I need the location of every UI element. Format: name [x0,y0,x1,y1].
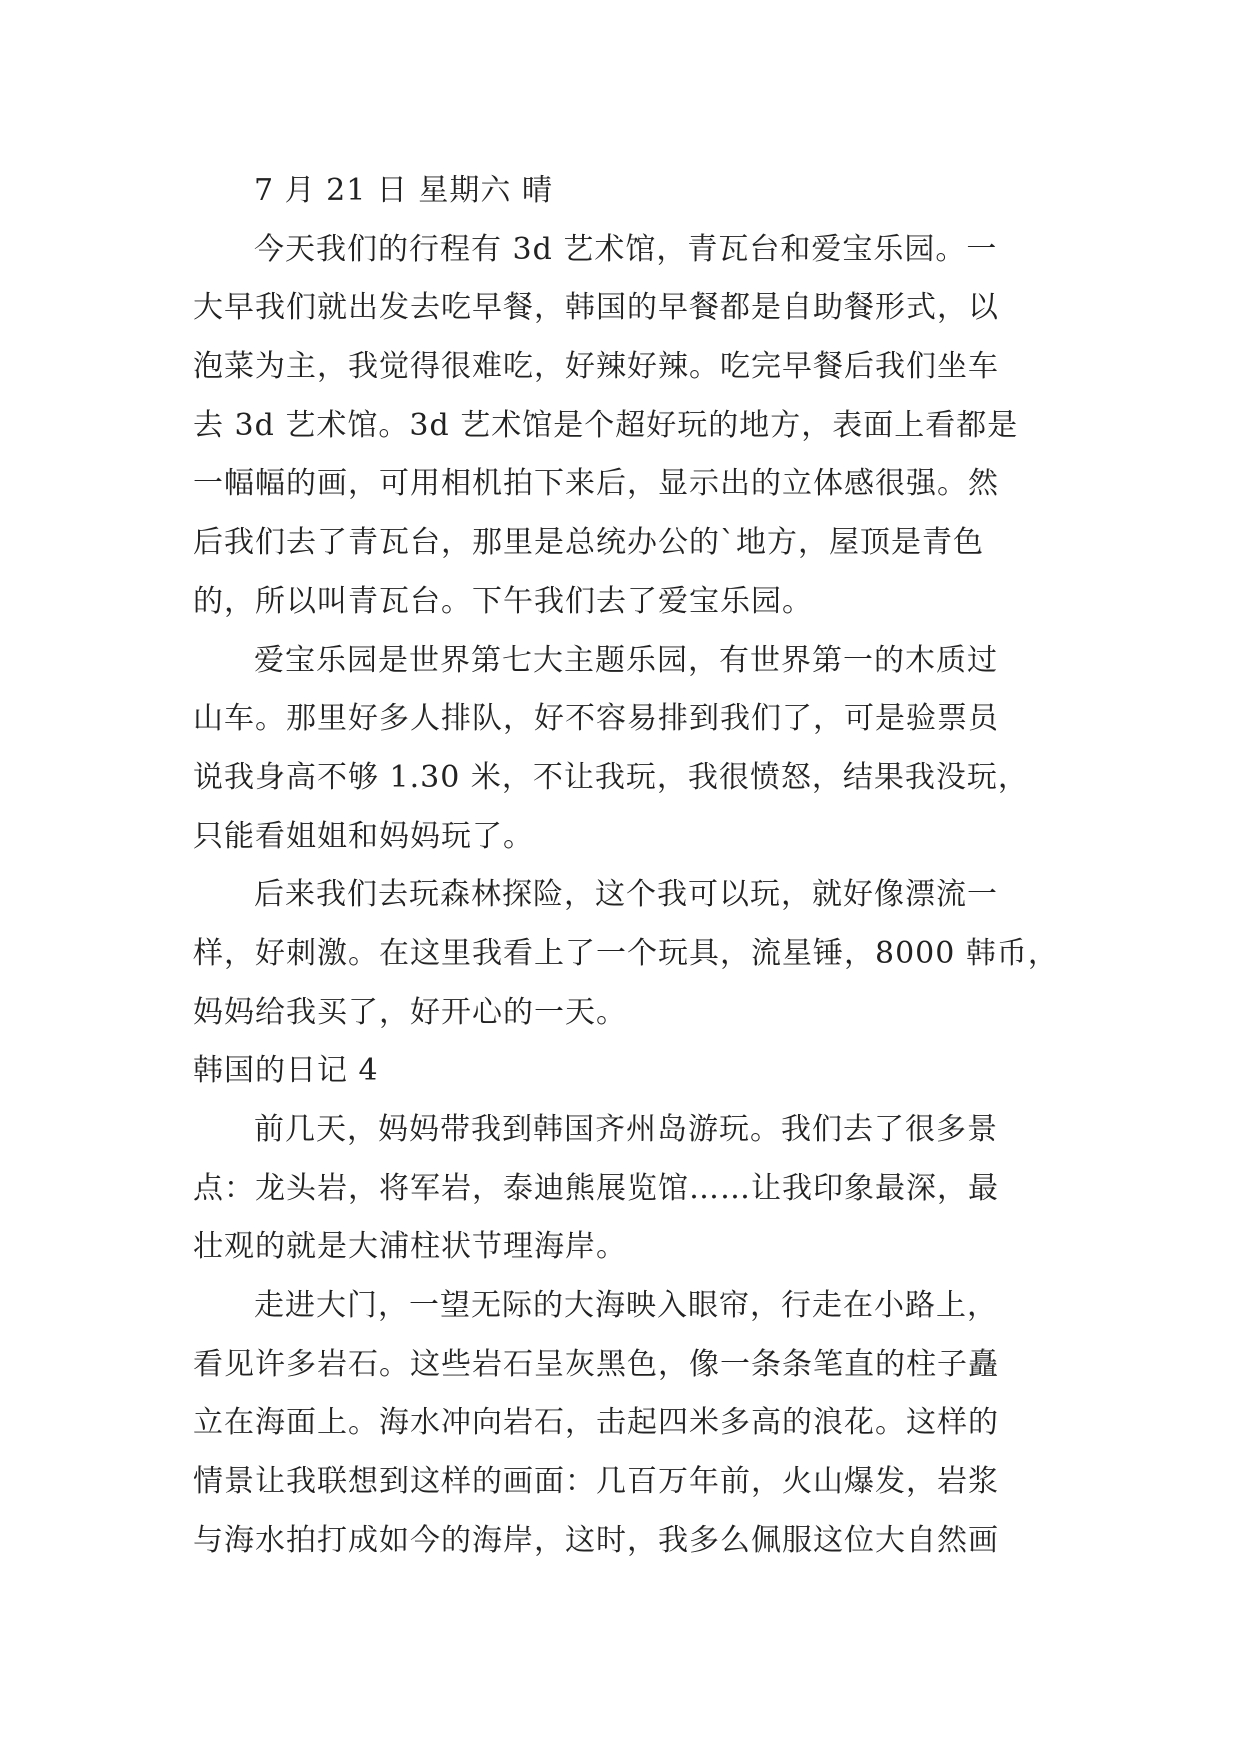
text-line: 前几天，妈妈带我到韩国齐州岛游玩。我们去了很多景 [254,1112,998,1147]
text-line: 立在海面上。海水冲向岩石，击起四米多高的浪花。这样的 [193,1405,999,1441]
text-line: 妈妈给我买了，好开心的一天。 [193,994,627,1030]
text-line: 与海水拍打成如今的海岸，这时，我多么佩服这位大自然画 [193,1522,999,1558]
text-line: 的，所以叫青瓦台。下午我们去了爱宝乐园。 [193,583,813,619]
text-line: 今天我们的行程有 3d 艺术馆，青瓦台和爱宝乐园。一 [254,231,998,267]
paragraph-forest-adventure [193,866,1059,1042]
text-line: 山车。那里好多人排队，好不容易排到我们了，可是验票员 [193,701,999,737]
text-line: 只能看姐姐和妈妈玩了。 [193,818,534,854]
text-line: 看见许多岩石。这些岩石呈灰黑色，像一条条笔直的柱子矗 [193,1346,999,1382]
text-line: 说我身高不够 1.30 米，不让我玩，我很愤怒，结果我没玩， [193,759,1029,795]
paragraph-everland [193,632,1053,867]
text-line: 后我们去了青瓦台，那里是总统办公的`地方，屋顶是青色 [193,525,984,561]
text-line: 去 3d 艺术馆。3d 艺术馆是个超好玩的地方，表面上看都是 [193,407,1019,443]
text-line: 一幅幅的画，可用相机拍下来后，显示出的立体感很强。然 [193,466,999,502]
text-line: 后来我们去玩森林探险，这个我可以玩，就好像漂流一 [254,877,998,913]
text-line: 样，好刺激。在这里我看上了一个玩具，流星锤，8000 韩币， [193,935,1059,971]
text-line: 壮观的就是大浦柱状节理海岸。 [193,1229,627,1265]
date-line: 7 月 21 日 星期六 晴 [254,173,553,208]
text-line: 爱宝乐园是世界第七大主题乐园，有世界第一的木质过 [254,642,998,678]
text-line: 大早我们就出发去吃早餐，韩国的早餐都是自助餐形式，以 [193,290,999,326]
text-line: 走进大门，一望无际的大海映入眼帘，行走在小路上， [254,1288,998,1324]
paragraph-coast-description [193,1277,1053,1570]
text-line: 情景让我联想到这样的画面：几百万年前，火山爆发，岩浆 [193,1464,999,1500]
document-body [193,162,1059,1571]
section-title: 韩国的日记 4 [193,1053,379,1089]
text-line: 泡菜为主，我觉得很难吃，好辣好辣。吃完早餐后我们坐车 [193,349,999,385]
paragraph-itinerary [193,221,1053,632]
text-line: 点：龙头岩，将军岩，泰迪熊展览馆……让我印象最深，最 [193,1170,999,1206]
paragraph-jeju-trip [193,1101,1053,1277]
